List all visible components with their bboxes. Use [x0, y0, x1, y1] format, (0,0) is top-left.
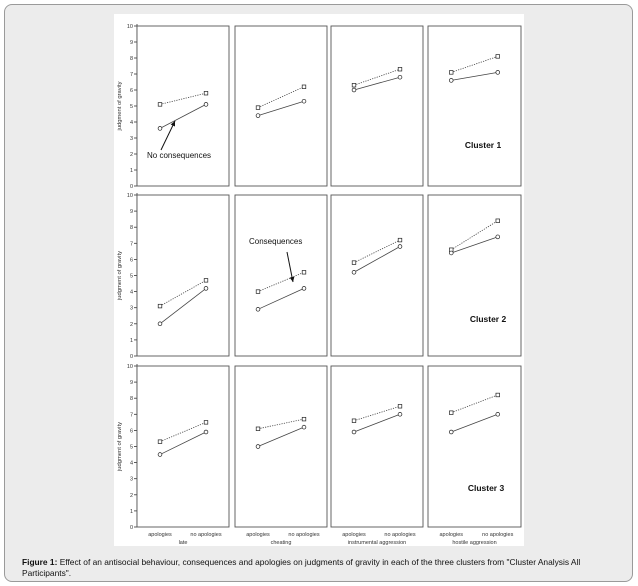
panel-frame: [235, 195, 327, 356]
circle-marker: [256, 307, 260, 311]
caption-label: Figure 1:: [22, 557, 58, 567]
panel-frame: [331, 195, 423, 356]
panel-frame: [235, 366, 327, 527]
y-tick-label: 7: [129, 412, 133, 419]
panel-frame: [235, 26, 327, 186]
panel-frame: [137, 195, 229, 356]
behaviour-label: instrumental aggression: [347, 540, 407, 546]
cluster-chart-3: [117, 364, 521, 546]
y-tick-label: 9: [129, 209, 133, 216]
panel-1-2: [235, 26, 327, 186]
y-tick-label: 3: [129, 136, 133, 142]
square-marker: [496, 219, 500, 223]
y-tick-label: 9: [129, 40, 133, 46]
y-tick-label: 3: [129, 476, 133, 483]
y-tick-label: 8: [129, 396, 133, 403]
square-marker: [496, 393, 500, 397]
x-tick-label: apologies: [148, 532, 172, 538]
circle-marker: [256, 114, 260, 118]
panel-1-3: [331, 26, 423, 186]
panel-frame: [428, 366, 521, 527]
y-tick-label: 1: [129, 168, 133, 174]
panel-1-1: [137, 26, 229, 186]
circle-marker: [302, 286, 306, 290]
circle-marker: [496, 235, 500, 239]
square-marker: [204, 91, 208, 95]
behaviour-label: hostile aggression: [452, 540, 497, 546]
annotation-text: No consequences: [147, 151, 212, 160]
y-tick-label: 7: [129, 72, 133, 78]
x-tick-label: no apologies: [288, 532, 320, 538]
square-marker: [302, 270, 306, 274]
square-marker: [256, 427, 260, 431]
x-tick-label: no apologies: [384, 532, 416, 538]
behaviour-label: late: [178, 540, 188, 546]
square-marker: [398, 238, 402, 242]
circle-marker: [449, 79, 453, 83]
panel-frame: [331, 26, 423, 186]
y-tick-label: 10: [126, 24, 133, 30]
y-tick-label: 2: [129, 152, 133, 158]
x-tick-label: apologies: [439, 532, 464, 538]
cluster-chart-2: [117, 193, 521, 360]
square-marker: [158, 440, 162, 444]
y-tick-label: 0: [129, 354, 133, 360]
y-tick-label: 1: [129, 337, 133, 344]
panel-frame: [428, 195, 521, 356]
x-tick-label: apologies: [246, 532, 270, 538]
y-tick-label: 6: [129, 257, 133, 264]
circle-marker: [352, 270, 356, 274]
y-axis-title: judgment of gravity: [117, 422, 123, 471]
panel-frame: [428, 26, 521, 186]
figure-caption: [22, 557, 622, 579]
y-tick-label: 6: [129, 88, 133, 94]
circle-marker: [204, 286, 208, 290]
y-tick-label: 5: [129, 273, 133, 280]
square-marker: [352, 419, 356, 423]
square-marker: [496, 55, 500, 59]
annotation-text: Consequences: [249, 237, 303, 246]
circle-marker: [256, 445, 260, 449]
square-marker: [302, 417, 306, 421]
y-tick-label: 0: [129, 525, 133, 531]
square-marker: [158, 103, 162, 107]
panel-frame: [137, 366, 229, 527]
square-marker: [352, 83, 356, 87]
panel-frame: [137, 26, 229, 186]
circle-marker: [352, 88, 356, 92]
circle-marker: [496, 71, 500, 75]
square-marker: [352, 261, 356, 265]
x-tick-label: no apologies: [190, 532, 222, 538]
panel-2-1: [137, 195, 229, 356]
square-marker: [449, 71, 453, 75]
cluster-label: Cluster 2: [469, 314, 507, 324]
cluster-label: Cluster 1: [464, 140, 502, 150]
y-axis-title: judgment of gravity: [117, 251, 123, 300]
square-marker: [449, 411, 453, 415]
y-tick-label: 1: [129, 508, 133, 515]
circle-marker: [158, 322, 162, 326]
panel-3-1: [137, 366, 229, 546]
panel-1-4: [428, 26, 521, 186]
y-tick-label: 7: [129, 241, 133, 248]
square-marker: [256, 290, 260, 294]
circle-marker: [449, 430, 453, 434]
y-tick-label: 8: [129, 56, 133, 62]
square-marker: [204, 279, 208, 283]
circle-marker: [398, 75, 402, 79]
y-tick-label: 9: [129, 380, 133, 387]
panel-3-2: [235, 366, 327, 546]
panel-2-4: [428, 195, 521, 356]
circle-marker: [352, 430, 356, 434]
y-tick-label: 4: [129, 460, 133, 467]
circle-marker: [204, 430, 208, 434]
behaviour-label: cheating: [270, 540, 292, 546]
y-tick-label: 6: [129, 428, 133, 435]
circle-marker: [158, 126, 162, 130]
panel-3-3: [331, 366, 423, 546]
circle-marker: [302, 425, 306, 429]
y-tick-label: 4: [129, 120, 133, 126]
circle-marker: [158, 453, 162, 457]
square-marker: [302, 85, 306, 89]
y-tick-label: 4: [129, 289, 133, 296]
square-marker: [256, 106, 260, 110]
panel-2-2: [235, 195, 327, 356]
x-tick-label: apologies: [342, 532, 366, 538]
y-tick-label: 3: [129, 305, 133, 312]
circle-marker: [496, 412, 500, 416]
panel-3-4: [428, 366, 521, 546]
square-marker: [398, 67, 402, 71]
panel-frame: [331, 366, 423, 527]
cluster-chart-1: [117, 24, 521, 190]
circle-marker: [398, 245, 402, 249]
y-tick-label: 5: [129, 104, 133, 110]
y-tick-label: 2: [129, 321, 133, 328]
square-marker: [158, 304, 162, 308]
y-tick-label: 10: [126, 364, 133, 370]
circle-marker: [302, 99, 306, 103]
circle-marker: [398, 412, 402, 416]
panel-2-3: [331, 195, 423, 356]
circle-marker: [204, 103, 208, 107]
circle-marker: [449, 251, 453, 255]
y-tick-label: 10: [126, 193, 133, 199]
x-tick-label: no apologies: [482, 532, 514, 538]
y-axis-title: judgment of gravity: [117, 81, 123, 131]
cluster-label: Cluster 3: [467, 483, 505, 493]
y-tick-label: 8: [129, 225, 133, 232]
y-tick-label: 5: [129, 444, 133, 451]
caption-text: Effect of an antisocial behaviour, consequences and apologies on judgments of gravity in each of the three clusters from "Cluster Analysis All Participants".: [22, 557, 581, 578]
y-tick-label: 2: [129, 492, 133, 499]
y-tick-label: 0: [129, 184, 133, 190]
square-marker: [204, 421, 208, 425]
square-marker: [398, 404, 402, 408]
